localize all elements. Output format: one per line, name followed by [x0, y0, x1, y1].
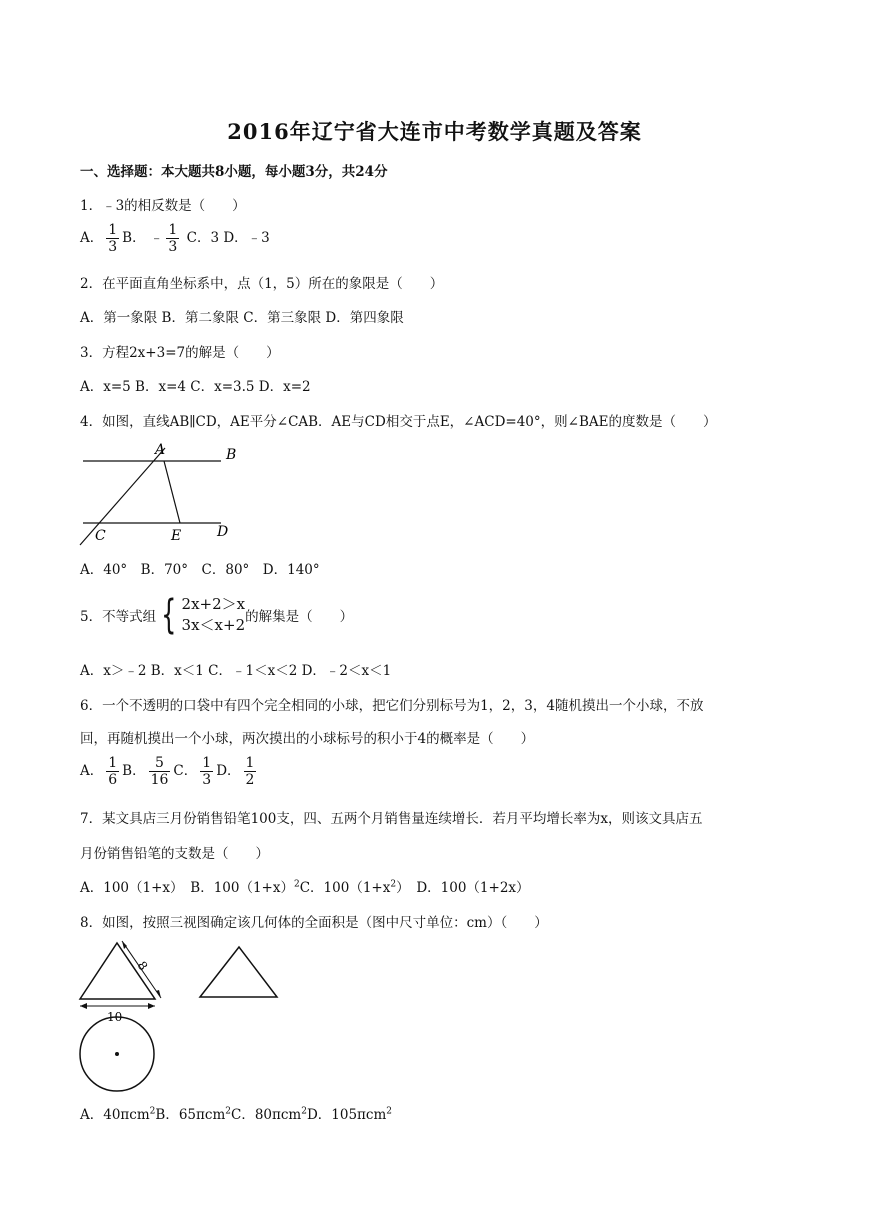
q4-figure [75, 440, 250, 550]
q6-c-prefix: C． [173, 763, 198, 779]
q1-a-den: 3 [108, 239, 118, 255]
q8-options [80, 1103, 392, 1123]
label-c: C [95, 528, 106, 544]
q7-opt-d: D．100（1+2x） [416, 880, 530, 896]
q3-options: A．x=5 B．x=4 C．x=3.5 D．x=2 [80, 379, 311, 395]
q8-opt-b-sup: 2 [225, 1106, 231, 1117]
q6-b-num: 5 [149, 755, 171, 772]
q2-options: A．第一象限 B．第二象限 C．第三象限 D．第四象限 [80, 310, 404, 326]
q1-b-den: 3 [168, 239, 178, 255]
q5-suffix: 的解集是（ ） [245, 609, 354, 625]
q6-a-prefix: A． [80, 763, 104, 779]
line-ae [164, 461, 180, 523]
line-ac [80, 448, 165, 545]
q7-opt-b: B．100（1+x） [190, 880, 294, 896]
q7-opt-c: C．100（1+x [299, 880, 391, 896]
q1-b-num: 1 [168, 222, 178, 238]
q8-opt-b: B．65πcm [155, 1107, 226, 1123]
q6-a-den: 6 [108, 772, 118, 788]
top-view-center-dot [115, 1052, 119, 1056]
q1-stem: 1．﹣3的相反数是（ ） [80, 198, 246, 214]
q7-opt-b-sup: 2 [293, 879, 300, 890]
q6-d-prefix: D． [216, 763, 241, 779]
label-b: B [226, 447, 237, 463]
q5-prefix: 5．不等式组 [80, 609, 157, 625]
q5-stem [80, 594, 353, 636]
label-e: E [171, 528, 182, 544]
q6-c-fraction [200, 755, 213, 788]
label-d: D [217, 524, 229, 540]
q6-a-fraction [106, 755, 119, 788]
q6-b-prefix: B． [122, 763, 146, 779]
q5-options: A．x＞﹣2 B．x＜1 C．﹣1＜x＜2 D．﹣2＜x＜1 [80, 663, 392, 679]
dim-base-label: 10 [107, 1010, 123, 1024]
q1-a-fraction [106, 222, 119, 255]
q6-options [80, 755, 259, 788]
q7-options [80, 876, 530, 896]
q5-line2: 3x＜x+2 [181, 616, 246, 634]
dim-base-arrow-left [80, 1003, 87, 1009]
q4-stem: 4．如图，直线AB∥CD，AE平分∠CAB．AE与CD相交于点E，∠ACD=40°，则∠BAE的度数是（ ） [80, 414, 717, 430]
q7-opt-a: A．100（1+x） [80, 880, 177, 896]
q8-opt-c-sup: 2 [301, 1106, 307, 1117]
q6-b-fraction [149, 755, 171, 788]
q7-stem-1: 7．某文具店三月份销售铅笔100支，四、五两个月销售量连续增长．若月平均增长率为x，则该文具店五 [80, 811, 703, 827]
q5-line1: 2x+2＞x [181, 595, 246, 613]
q6-b-den: 16 [150, 772, 169, 788]
label-a: A [155, 442, 166, 458]
section-heading: 一、选择题：本大题共8小题，每小题3分，共24分 [80, 164, 388, 180]
q1-cd: C．3 D．﹣3 [186, 230, 270, 246]
q6-stem-2: 回，再随机摸出一个小球，两次摸出的小球标号的积小于4的概率是（ ） [80, 731, 535, 747]
q6-d-den: 2 [245, 772, 255, 788]
q6-c-num: 1 [202, 755, 212, 771]
side-view-triangle [200, 947, 277, 997]
q7-stem-2: 月份销售铅笔的支数是（ ） [80, 846, 269, 862]
q8-figure [75, 935, 290, 1095]
dim-side-arrow-bottom [156, 990, 161, 998]
q5-system [182, 594, 246, 636]
q1-b-sign: ﹣ [149, 230, 164, 246]
q1-options [80, 222, 270, 255]
q8-opt-c: C．80πcm [230, 1107, 302, 1123]
q8-opt-d-sup: 2 [386, 1106, 393, 1117]
front-view-triangle [80, 943, 155, 999]
q1-b-prefix: B． [122, 230, 146, 246]
q8-stem: 8．如图，按照三视图确定该几何体的全面积是（图中尺寸单位：cm）（ ） [80, 915, 548, 931]
q6-a-num: 1 [108, 755, 118, 771]
dim-base-arrow-right [148, 1003, 155, 1009]
q6-d-num: 1 [245, 755, 255, 771]
q7-opt-c-sup: 2 [390, 879, 397, 890]
q6-stem-1: 6．一个不透明的口袋中有四个完全相同的小球，把它们分别标号为1，2，3，4随机摸出一个小球，不放 [80, 698, 704, 714]
brace-icon: { [161, 592, 177, 638]
q1-a-prefix: A． [80, 230, 104, 246]
q8-opt-a-sup: 2 [149, 1106, 156, 1117]
q4-options: A．40° B．70° C．80° D．140° [80, 562, 320, 578]
q2-stem: 2．在平面直角坐标系中，点（1，5）所在的象限是（ ） [80, 276, 444, 292]
q3-stem: 3．方程2x+3=7的解是（ ） [80, 345, 280, 361]
q1-a-num: 1 [108, 222, 118, 238]
q6-c-den: 3 [202, 772, 212, 788]
q7-opt-c-end: ） [396, 880, 403, 896]
q8-opt-d: D．105πcm [306, 1107, 387, 1123]
q8-opt-a: A．40πcm [80, 1107, 150, 1123]
dim-side-label: 8 [134, 958, 151, 973]
q1-b-fraction [166, 222, 179, 255]
q6-d-fraction [244, 755, 257, 788]
page-title: 2016年辽宁省大连市中考数学真题及答案 [227, 119, 642, 144]
